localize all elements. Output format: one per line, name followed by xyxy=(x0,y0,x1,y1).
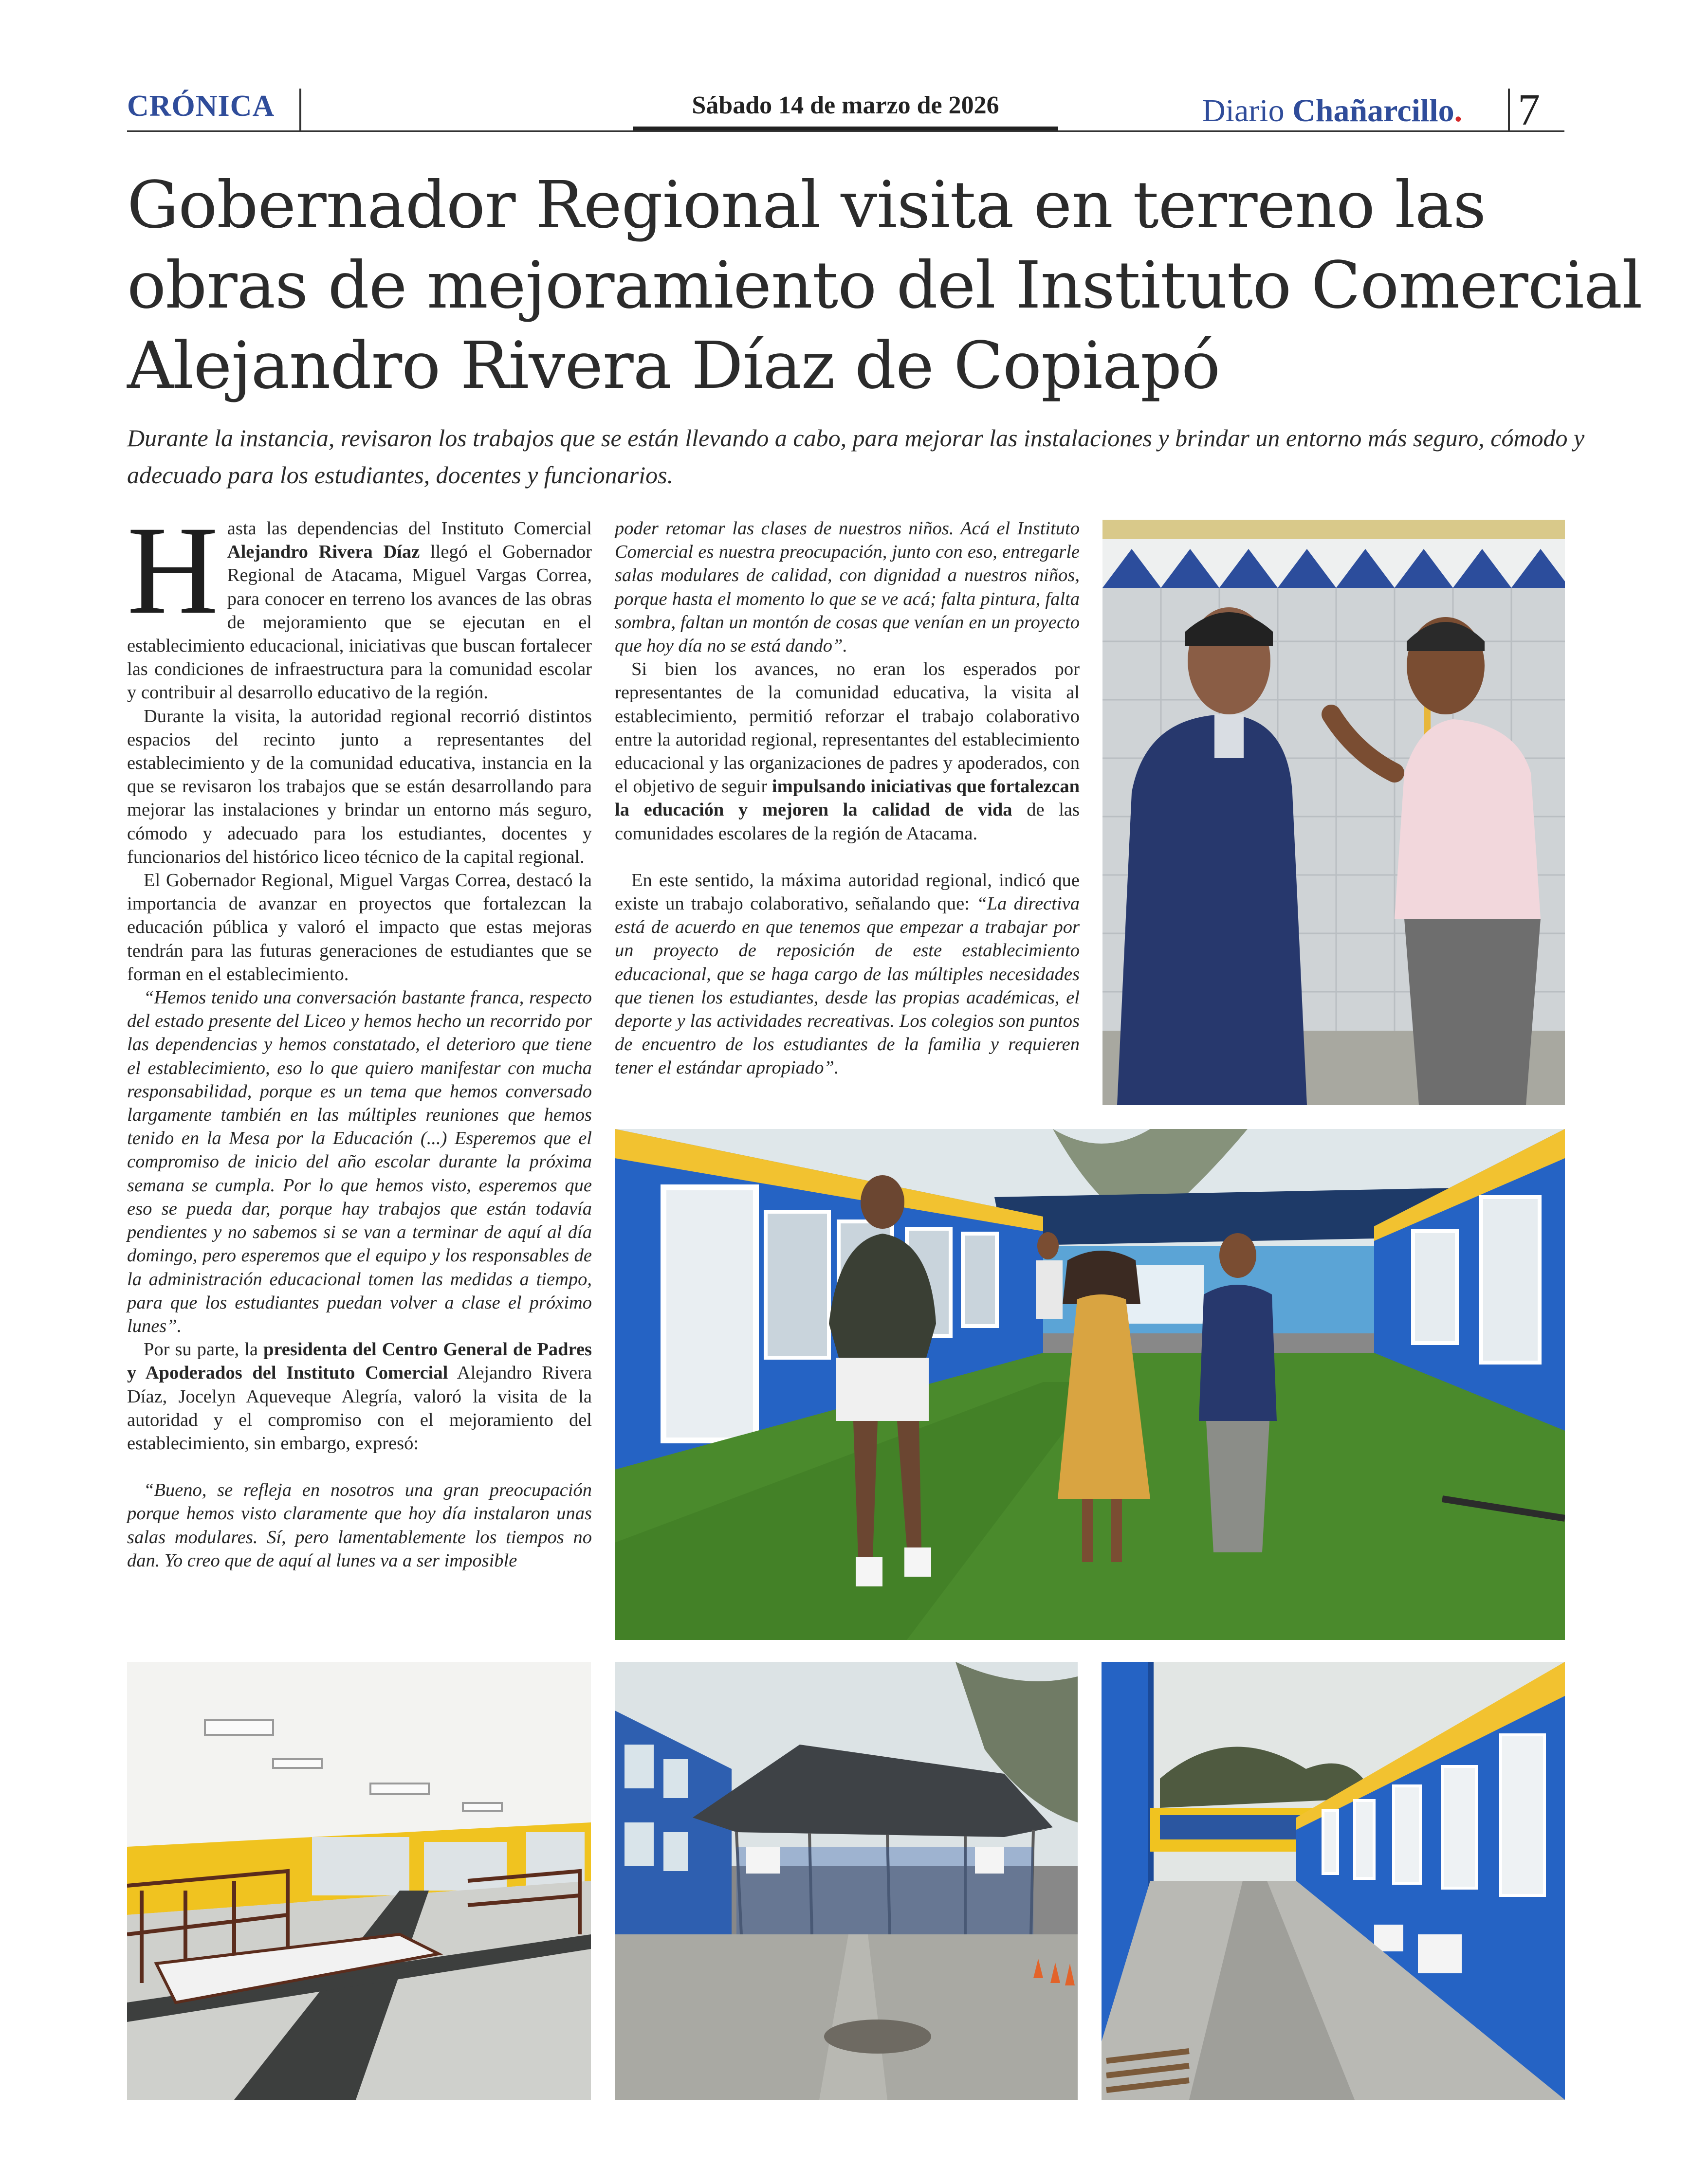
photo-governor-meeting xyxy=(1102,520,1565,1105)
drop-cap: H xyxy=(127,500,219,640)
quote-paragraph: “Hemos tenido una conversación bastante franca, respecto del estado presente del Liceo y hemos hecho un recorrido por las dependencias y hemos constatado, el deterioro que tiene el establecimiento, eso lo que quiero manifestar con mucha responsabilidad, porque es un tema que hemos conversado largamente también en las múltiples reuniones que hemos tenido en la Mesa por la Educación (...) Esperemos que el compromiso de inicio del año escolar durante la próxima semana se cumpla. Por lo que hemos visto, esperemos que eso se pueda dar, porque hay trabajos que están todavía pendientes y no sabemos si se van a terminar de aquí al día domingo, pero esperemos que el equipo y los responsables de la administración educacional tomen las medidas a tiempo, para que los estudiantes puedan volver a clase el próximo lunes”. xyxy=(127,987,592,1336)
text-run: Alejandro Rivera Díaz, Jocelyn Aqueveque Alegría, valoró la visita de la autoridad y el compromiso con el mejoramiento del establecimiento, sin embargo, expresó: xyxy=(127,1363,592,1454)
newspaper-name xyxy=(1202,92,1462,129)
header-divider-left xyxy=(299,89,301,131)
article-deck xyxy=(127,419,1585,493)
headline-line-3: Alejandro Rivera Díaz de Copiapó xyxy=(127,328,1220,403)
photo-classroom-interior xyxy=(127,1662,591,2100)
headline-line-1: Gobernador Regional visita en terreno las xyxy=(127,168,1486,243)
text-run: Si bien los avances, no eran los esperados por representantes de la comunidad educativa, la visita al establecimiento, permitió reforzar el trabajo colaborativo entre la autoridad regional, representantes del establecimiento educacional y las organizaciones de padres y apoderados, con el objetivo de seguir xyxy=(615,659,1080,797)
header-rule xyxy=(127,130,1564,132)
paragraph xyxy=(615,869,1080,1080)
paragraph xyxy=(127,1338,592,1455)
article-column-1 xyxy=(127,500,592,1572)
page-number: 7 xyxy=(1518,85,1540,134)
paragraph xyxy=(615,657,1080,845)
text-run: Por su parte, la xyxy=(144,1339,263,1360)
text-run: asta las dependencias del Instituto Comercial xyxy=(227,518,592,539)
quote-paragraph: poder retomar las clases de nuestros niños. Acá el Instituto Comercial es nuestra preocupación, junto con eso, entregarle salas modulares de calidad, con dignidad a nuestros niños, porque hasta el momento lo que se ve acá; falta pintura, falta sombra, faltan un montón de cosas que venían en un proyecto que hoy día no se está dando”. xyxy=(615,518,1080,656)
photo-turf-walk xyxy=(615,1129,1565,1640)
newspaper-prefix: Diario xyxy=(1202,93,1285,128)
text-run: En este sentido, la máxima autoridad regional, indicó que existe un trabajo colaborativo, señalando que: xyxy=(615,870,1080,914)
section-label: CRÓNICA xyxy=(127,90,275,123)
header-divider-right xyxy=(1508,89,1510,131)
paragraph: Durante la visita, la autoridad regional recorrió distintos espacios del recinto junto a representantes del establecimiento y de la comunidad educativa, instancia en la que se revisaron los trabajos que se están desarrollando para mejorar las instalaciones y brindar un entorno más seguro, cómodo y adecuado para los estudiantes, docentes y funcionarios del histórico liceo técnico de la capital regional. xyxy=(127,706,592,867)
bold-run: presidenta del Centro General de Padres y Apoderados del Instituto Comercial xyxy=(127,1339,592,1383)
deck-line-2: adecuado para los estudiantes, docentes y funcionarios. xyxy=(127,461,674,489)
newspaper-title: Chañarcillo xyxy=(1292,93,1454,128)
deck-line-1: Durante la instancia, revisaron los trabajos que se están llevando a cabo, para mejorar las instalaciones y brindar un entorno más seguro, cómodo y xyxy=(127,424,1585,452)
paragraph-intro xyxy=(127,500,592,705)
bold-run: impulsando iniciativas que fortalezcan la educación y mejoren la calidad de vida xyxy=(615,776,1080,820)
article-headline xyxy=(127,165,1642,406)
issue-date: Sábado 14 de marzo de 2026 xyxy=(692,91,999,119)
italic-run: “La directiva está de acuerdo en que tenemos que empezar a trabajar por un proyecto de reposición de este establecimiento educacional, que se haga cargo de las múltiples necesidades que tienen los estudiantes, desde las propias académicas, el deporte y las actividades recreativas. Los colegios son puntos de encuentro de los estudiantes de la familia y requieren tener el estándar apropiado”. xyxy=(615,893,1080,1078)
newspaper-dot: . xyxy=(1454,93,1463,128)
bold-run: Alejandro Rivera Díaz xyxy=(227,542,420,563)
headline-line-2: obras de mejoramiento del Instituto Comercial xyxy=(127,248,1642,323)
article-column-2 xyxy=(615,517,1080,1080)
photo-modular-classrooms xyxy=(1102,1662,1565,2100)
quote-paragraph: “Bueno, se refleja en nosotros una gran preocupación porque hemos visto claramente que hoy día instalaron unas salas modulares. Sí, pero lamentablemente los tiempos no dan. Yo creo que de aquí al lunes va a ser imposible xyxy=(127,1480,592,1571)
photo-covered-court xyxy=(615,1662,1078,2100)
paragraph: El Gobernador Regional, Miguel Vargas Correa, destacó la importancia de avanzar en proyectos que fortalezcan la educación pública y valoró el impacto que estas mejoras tendrán para las futuras generaciones de estudiantes que se forman en el establecimiento. xyxy=(127,870,592,984)
text-run: de las comunidades escolares de la región de Atacama. xyxy=(615,800,1080,844)
text-run: llegó el Gobernador Regional de Atacama, Miguel Vargas Correa, para conocer en terreno los avances de las obras de mejoramiento que se ejecutan en el establecimiento educacional, iniciativas que buscan fortalecer las condiciones de infraestructura para la comunidad escolar y contribuir al desarrollo educativo de la región. xyxy=(127,542,592,703)
